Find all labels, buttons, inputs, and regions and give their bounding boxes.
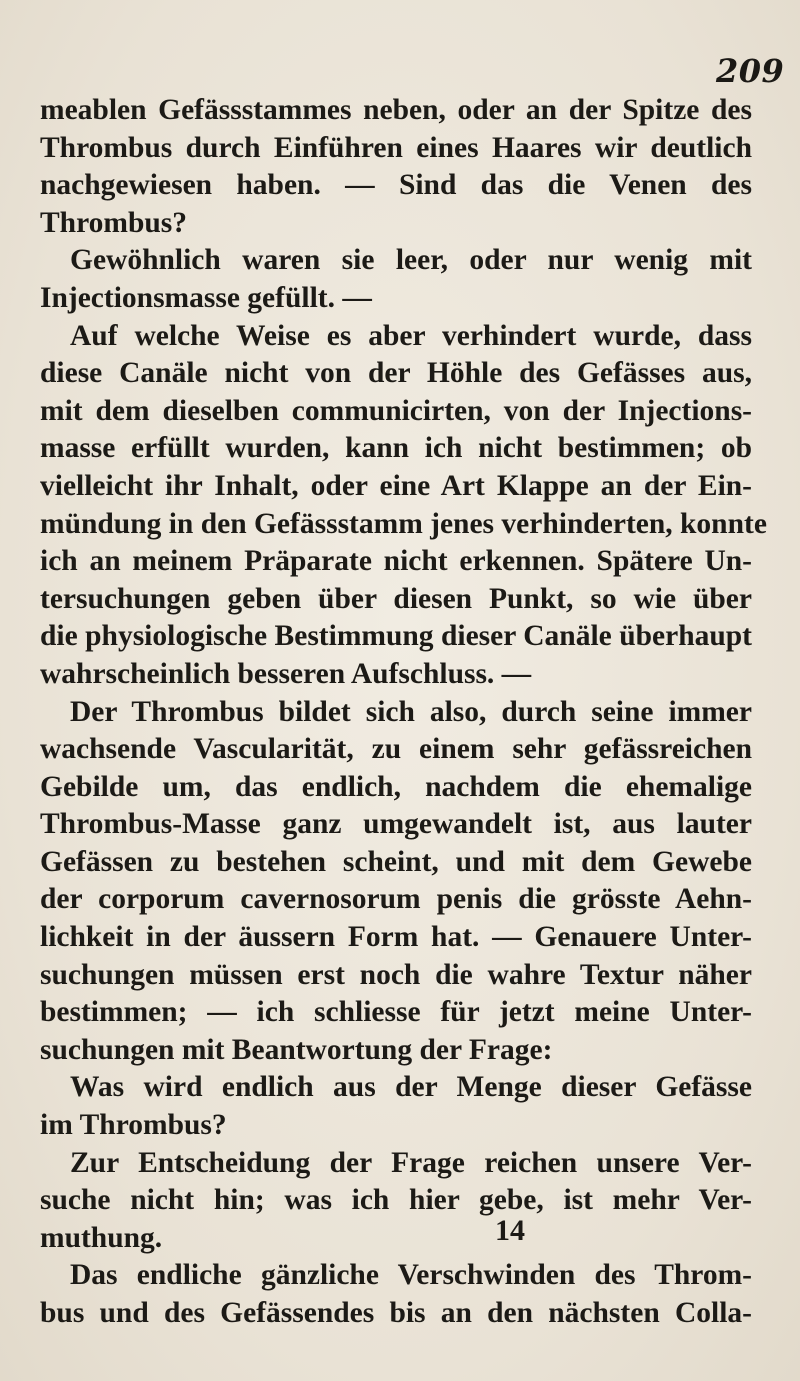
text-line: muthung. bbox=[40, 1221, 163, 1254]
text-line: Zur Entscheidung der Frage reichen unsere Ver- bbox=[70, 1146, 752, 1179]
text-line: Injectionsmasse gefüllt. — bbox=[40, 281, 372, 314]
text-line: Gebilde um, das endlich, nachdem die ehemalige bbox=[40, 770, 752, 803]
text-line: wahrscheinlich besseren Aufschluss. — bbox=[40, 657, 532, 690]
text-line: mündung in den Gefässstamm jenes verhinderten, konnte bbox=[40, 507, 767, 540]
text-line: masse erfüllt wurden, kann ich nicht bestimmen; ob bbox=[40, 432, 752, 465]
page-number: 209 bbox=[716, 52, 785, 90]
text-line: suchungen müssen erst noch die wahre Textur näher bbox=[40, 958, 752, 991]
text-line: Was wird endlich aus der Menge dieser Gefässe bbox=[70, 1071, 752, 1104]
text-line: nachgewiesen haben. — Sind das die Venen des bbox=[40, 169, 752, 202]
text-line: Gewöhnlich waren sie leer, oder nur wenig mit bbox=[70, 244, 752, 277]
text-line: Auf welche Weise es aber verhindert wurde, dass bbox=[70, 319, 752, 352]
text-line: bus und des Gefässendes bis an den nächsten Colla- bbox=[40, 1297, 752, 1329]
text-line: suchungen mit Beantwortung der Frage: bbox=[40, 1033, 553, 1066]
text-line: Thrombus? bbox=[40, 206, 188, 239]
text-line: die physiologische Bestimmung dieser Canäle überhaupt bbox=[40, 620, 752, 653]
text-line: diese Canäle nicht von der Höhle des Gefässes aus, bbox=[40, 357, 752, 390]
text-line: tersuchungen geben über diesen Punkt, so wie über bbox=[40, 582, 752, 615]
text-line: Der Thrombus bildet sich also, durch seine immer bbox=[70, 695, 752, 728]
text-line: bestimmen; — ich schliesse für jetzt meine Unter- bbox=[40, 996, 752, 1029]
text-line: ich an meinem Präparate nicht erkennen. Spätere Un- bbox=[40, 545, 752, 578]
text-line: Das endliche gänzliche Verschwinden des Throm- bbox=[70, 1259, 752, 1292]
text-line: der corporum cavernosorum penis die grösste Aehn- bbox=[40, 883, 752, 916]
text-line: Thrombus durch Einführen eines Haares wir deutlich bbox=[40, 131, 752, 164]
text-line: suche nicht hin; was ich hier gebe, ist mehr Ver- bbox=[40, 1184, 752, 1217]
text-line: vielleicht ihr Inhalt, oder eine Art Klappe an der Ein- bbox=[40, 469, 752, 502]
text-line: mit dem dieselben communicirten, von der Injections- bbox=[40, 394, 752, 427]
text-line: im Thrombus? bbox=[40, 1109, 227, 1142]
text-line: wachsende Vascularität, zu einem sehr gefässreichen bbox=[40, 733, 752, 766]
text-line: Thrombus-Masse ganz umgewandelt ist, aus lauter bbox=[40, 808, 752, 841]
text-line: lichkeit in der äussern Form hat. — Genauere Unter- bbox=[40, 921, 752, 954]
signature-mark: 14 bbox=[495, 1214, 525, 1247]
text-line: Gefässen zu bestehen scheint, und mit dem Gewebe bbox=[40, 845, 752, 878]
body-text bbox=[40, 92, 767, 1333]
text-line: meablen Gefässstammes neben, oder an der Spitze des bbox=[40, 94, 752, 126]
